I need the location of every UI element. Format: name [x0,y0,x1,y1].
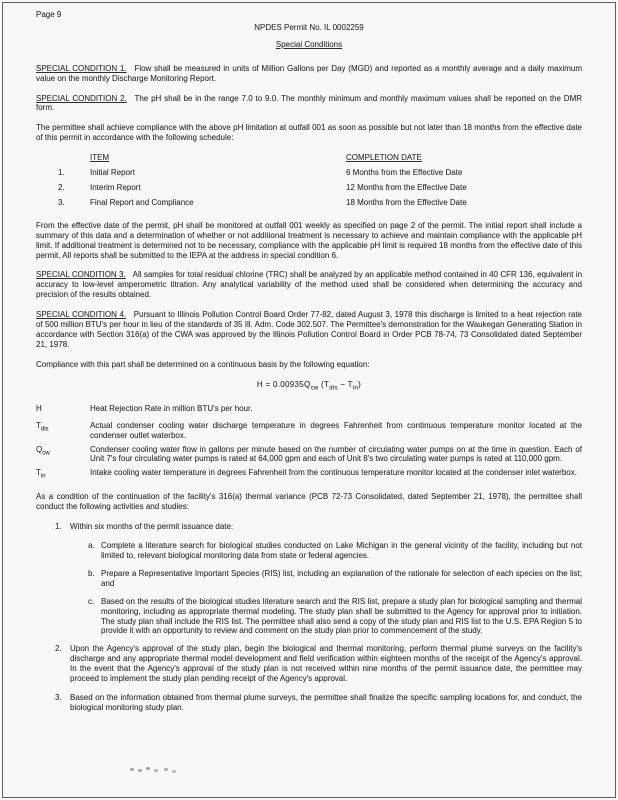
equation-subscript-in: in [352,385,359,392]
special-condition-3-text: All samples for total residual chlorine (TRC) shall be analyzed by an applicable method contained in 40 CFR 136, equivalent in accuracy to low-level amperometric titration. Any analytical variability of the method used shall be considered when determining the accuracy and precision of the results obtained. [36,270,583,300]
definition-term-base: Q [36,444,43,454]
list-item-text: Within six months of the permit issuance date: [70,522,234,532]
schedule-row-item: Initial Report [90,168,135,178]
definition-term-tdis [36,421,90,441]
equation-term: − T [337,379,353,389]
special-condition-2-text: The pH shall be in the range 7.0 to 9.0. The monthly minimum and monthly maximum values shall be reported on the DMR form. [36,93,583,113]
permit-number: NPDES Permit No. IL 0002259 [254,22,364,32]
list-item-1 [55,522,582,532]
equation-term: ) [358,379,362,389]
list-subitem-c [88,597,582,637]
subitem-letter: b. [88,568,95,578]
schedule-row-item: Final Report and Compliance [90,197,194,207]
schedule-header-spacer [58,153,90,163]
special-condition-2-label: SPECIAL CONDITION 2. [36,93,127,103]
subitem-text: Prepare a Representative Important Species (RIS) list, including an explanation of the rationale for selection of each species on the list; and [101,568,582,588]
list-item-text: Upon the Agency's approval of the study plan, begin the biological and thermal monitoring, perform thermal plume surveys on the facility's discharge and any appropriate thermal model development and field verification within eighteen months of the receipt of the Agency's approval. In the event that the Agency's approval of the study plan is not received within nine months of the permit issuance date, the permittee may proceed to implement the study plan pending receipt of the Agency's approval. [70,644,582,684]
equation-subscript-dis: dis [329,385,338,392]
list-item-number: 1. [55,522,62,532]
equation-intro-paragraph: Compliance with this part shall be determined on a continuous basis by the following equation: [36,359,370,369]
definition-term-base: T [36,420,41,430]
list-subitem-b [88,569,582,589]
compliance-schedule-table [58,153,582,208]
special-condition-3-label: SPECIAL CONDITION 3. [36,270,126,280]
special-condition-2 [36,94,582,114]
document-title: Special Conditions [275,39,343,49]
scan-artifact [130,768,134,771]
schedule-row-date: 18 Months from the Effective Date [346,197,467,207]
list-subitem-a [88,541,582,561]
special-condition-1 [36,64,582,84]
page-number: Page 9 [36,10,62,19]
definition-text-qcw: Condenser cooling water flow in gallons per minute based on the number of circulating water pumps on at the time in question. Each of Unit 7's four circulating water pumps is rated at 64,000 gpm and each of Unit 8's two circulating water pumps is rated at 110,000 gpm. [90,444,582,464]
schedule-row-item: Interim Report [90,182,141,192]
subitem-letter: c. [88,596,95,606]
definition-term-h [36,404,90,417]
compliance-intro-paragraph: The permittee shall achieve compliance with the above pH limitation at outfall 001 as soon as possible but not later than 18 months from the effective date of this permit in accordance with the following schedule: [36,123,582,143]
list-item-3 [55,693,582,713]
definition-term-base: T [36,468,41,478]
list-item-2 [55,644,582,684]
equation-subscript-cw: cw [310,385,319,392]
schedule-row-number: 3. [58,197,65,207]
special-condition-3 [36,270,582,300]
list-item-text: Based on the information obtained from thermal plume surveys, the permittee shall finalize the specific sampling locations for, and conduct, the biological monitoring study plan. [70,692,582,712]
list-item-number: 2. [55,644,62,654]
definition-text-h: Heat Rejection Rate in million BTU's per hour. [90,403,253,413]
special-condition-1-text: Flow shall be measured in units of Million Gallons per Day (MGD) and reported as a monthly average and a daily maximum value on the monthly Discharge Monitoring Report. [36,63,583,83]
list-item-number: 3. [55,692,62,702]
special-condition-4-label: SPECIAL CONDITION 4. [36,310,127,320]
heat-rejection-equation [36,380,582,393]
subitem-letter: a. [88,541,95,551]
subitem-text: Based on the results of the biological studies literature search and the RIS list, prepare a study plan for biological sampling and thermal monitoring, including as appropriate thermal modeling. The study plan shall be submitted to the Agency for approval prior to initiation. The study plan shall include the RIS list. The permittee shall also send a copy of the study plan and RIS list to the U.S. EPA Region 5 to provide it with an opportunity to review and comment on the study plan prior to commencement of the study. [101,596,582,636]
thermal-variance-paragraph: As a condition of the continuation of the facility's 316(a) thermal variance (PCB 72-73 Consolidated, dated September 21, 1978), the permittee shall conduct the following activities and studies: [36,492,582,512]
special-condition-1-label: SPECIAL CONDITION 1. [36,63,127,73]
subitem-text: Complete a literature search for biological studies conducted on Lake Michigan in the general vicinity of the facility, including but not limited to, relevant biological monitoring data from state or federal agencies. [101,541,582,560]
equation-term: (T [318,379,330,389]
definition-term-tin [36,468,90,481]
definition-term-qcw [36,445,90,465]
definition-text-tdis: Actual condenser cooling water discharge temperature in degrees Fahrenheit from continuous temperature monitor located at the condenser outlet waterbox. [90,420,582,440]
special-condition-4-text: Pursuant to Illinois Pollution Control Board Order 77-82, dated August 3, 1978 this discharge is limited to a heat rejection rate of 500 million BTU's per hour in lieu of the standards of 35 Ill. Adm. Code 302.507. The Permittee's demonstration for the Waukegan Generating Station in accordance with Section 316(a) of the CWA was approved by the Illinois Pollution Control Board in Order PCB 78-74, 73 Consolidated dated September 21, 1978. [36,310,583,349]
definition-term-sub: dis [40,426,49,433]
definition-text-tin: Intake cooling water temperature in degrees Fahrenheit from the continuous temperature monitor located at the condenser inlet waterbox. [90,468,577,478]
schedule-header-item: ITEM [90,153,110,163]
definition-term-sub: in [40,473,46,480]
definition-term-base: H [36,403,42,413]
schedule-row-number: 2. [58,182,65,192]
schedule-row-date: 6 Months from the Effective Date [346,168,463,178]
schedule-header-date: COMPLETION DATE [346,153,422,163]
ph-monitoring-paragraph: From the effective date of the permit, pH shall be monitored at outfall 001 weekly as specified on page 2 of the permit. The initial report shall include a summary of this data and a determination of whether or not additional treatment is necessary to achieve and maintain compliance with the applicable pH limit. If additional treatment is determined not to be necessary, compliance with the applicable pH limit is required 18 months from the effective date of this permit. All reports shall be submitted to the IEPA at the address in special condition 6. [36,220,582,260]
schedule-row-number: 1. [58,168,65,178]
equation-term: H = 0.00935Q [256,379,311,389]
special-condition-4 [36,310,582,350]
equation-definitions [36,404,582,482]
schedule-row-date: 12 Months from the Effective Date [346,182,467,192]
definition-term-sub: cw [42,450,50,457]
